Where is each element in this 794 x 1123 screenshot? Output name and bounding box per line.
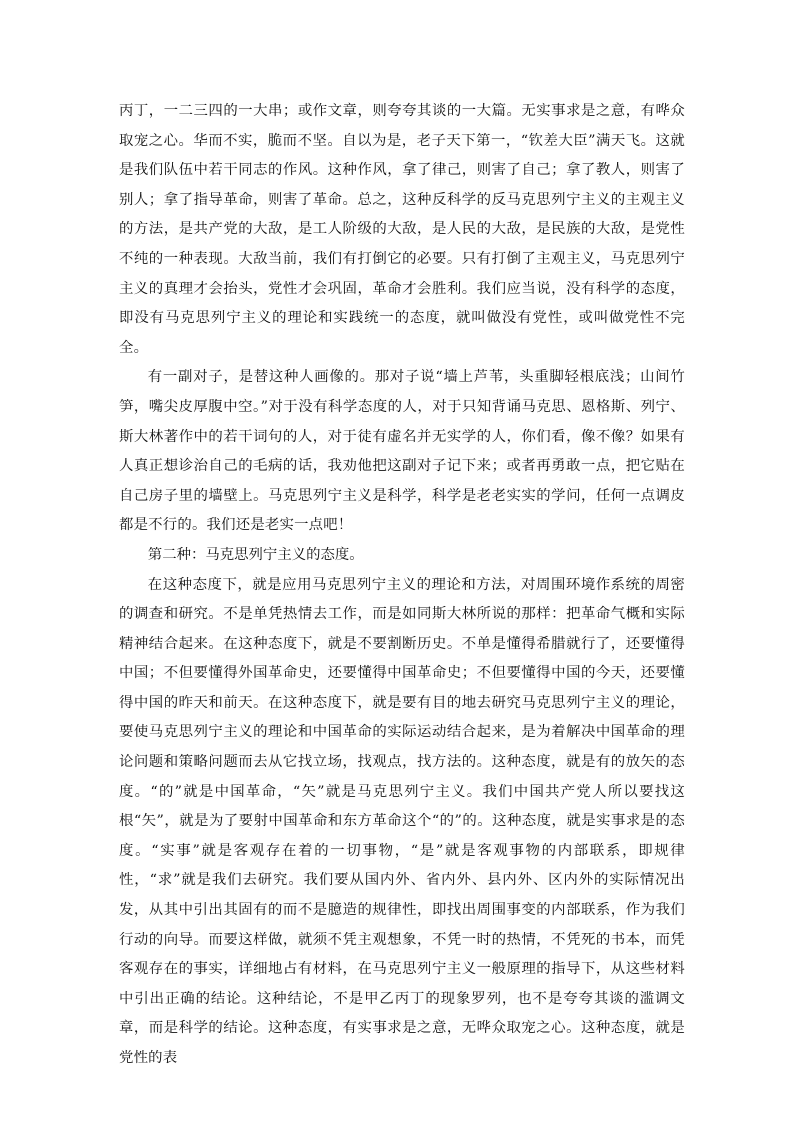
paragraph-subjectivism-critique: 丙丁，一二三四的一大串；或作文章，则夸夸其谈的一大篇。无实事求是之意，有哗众取宠之心。华而不实，脆而不坚。自以为是，老子天下第一，“钦差大臣”满天飞。这就是我们队伍中若干同志的作风。这种作风，拿了律己，则害了自己；拿了教人，则害了别人；拿了指导革命，则害了革命。总之，这种反科学的反马克思列宁主义的主观主义的方法，是共产党的大敌，是工人阶级的大敌，是人民的大敌，是民族的大敌，是党性不纯的一种表现。大敌当前，我们有打倒它的必要。只有打倒了主观主义，马克思列宁主义的真理才会抬头，党性才会巩固，革命才会胜利。我们应当说，没有科学的态度，即没有马克思列宁主义的理论和实践统一的态度，就叫做没有党性，或叫做党性不完全。	[119, 103, 685, 356]
section-heading-second-attitude: 第二种：马克思列宁主义的态度。	[147, 546, 364, 563]
document-page	[119, 97, 685, 1074]
paragraph-couplet: 有一副对子，是替这种人画像的。那对子说“墙上芦苇，头重脚轻根底浅；山间竹笋，嘴尖皮厚腹中空。”对于没有科学态度的人，对于只知背诵马克思、恩格斯、列宁、斯大林著作中的若干词句的人，对于徒有虚名并无实学的人，你们看，像不像？如果有人真正想诊治自己的毛病的话，我劝他把这副对子记下来；或者再勇敢一点，把它贴在自己房子里的墙壁上。马克思列宁主义是科学，科学是老老实实的学问，任何一点调皮都是不行的。我们还是老实一点吧！	[119, 369, 685, 534]
paragraph-marxist-attitude: 在这种态度下，就是应用马克思列宁主义的理论和方法，对周围环境作系统的周密的调查和研究。不是单凭热情去工作，而是如同斯大林所说的那样：把革命气概和实际精神结合起来。在这种态度下，就是不要割断历史。不单是懂得希腊就行了，还要懂得中国；不但要懂得外国革命史，还要懂得中国革命史；不但要懂得中国的今天，还要懂得中国的昨天和前天。在这种态度下，就是要有目的地去研究马克思列宁主义的理论，要使马克思列宁主义的理论和中国革命的实际运动结合起来，是为着解决中国革命的理论问题和策略问题而去从它找立场，找观点，找方法的。这种态度，就是有的放矢的态度。“的”就是中国革命，“矢”就是马克思列宁主义。我们中国共产党人所以要找这根“矢”，就是为了要射中国革命和东方革命这个“的”的。这种态度，就是实事求是的态度。“实事”就是客观存在着的一切事物，“是”就是客观事物的内部联系，即规律性，“求”就是我们去研究。我们要从国内外、省内外、县内外、区内外的实际情况出发，从其中引出其固有的而不是臆造的规律性，即找出周围事变的内部联系，作为我们行动的向导。而要这样做，就须不凭主观想象，不凭一时的热情，不凭死的书本，而凭客观存在的事实，详细地占有材料，在马克思列宁主义一般原理的指导下，从这些材料中引出正确的结论。这种结论，不是甲乙丙丁的现象罗列，也不是夸夸其谈的滥调文章，而是科学的结论。这种态度，有实事求是之意，无哗众取宠之心。这种态度，就是党性的表	[119, 576, 685, 1066]
